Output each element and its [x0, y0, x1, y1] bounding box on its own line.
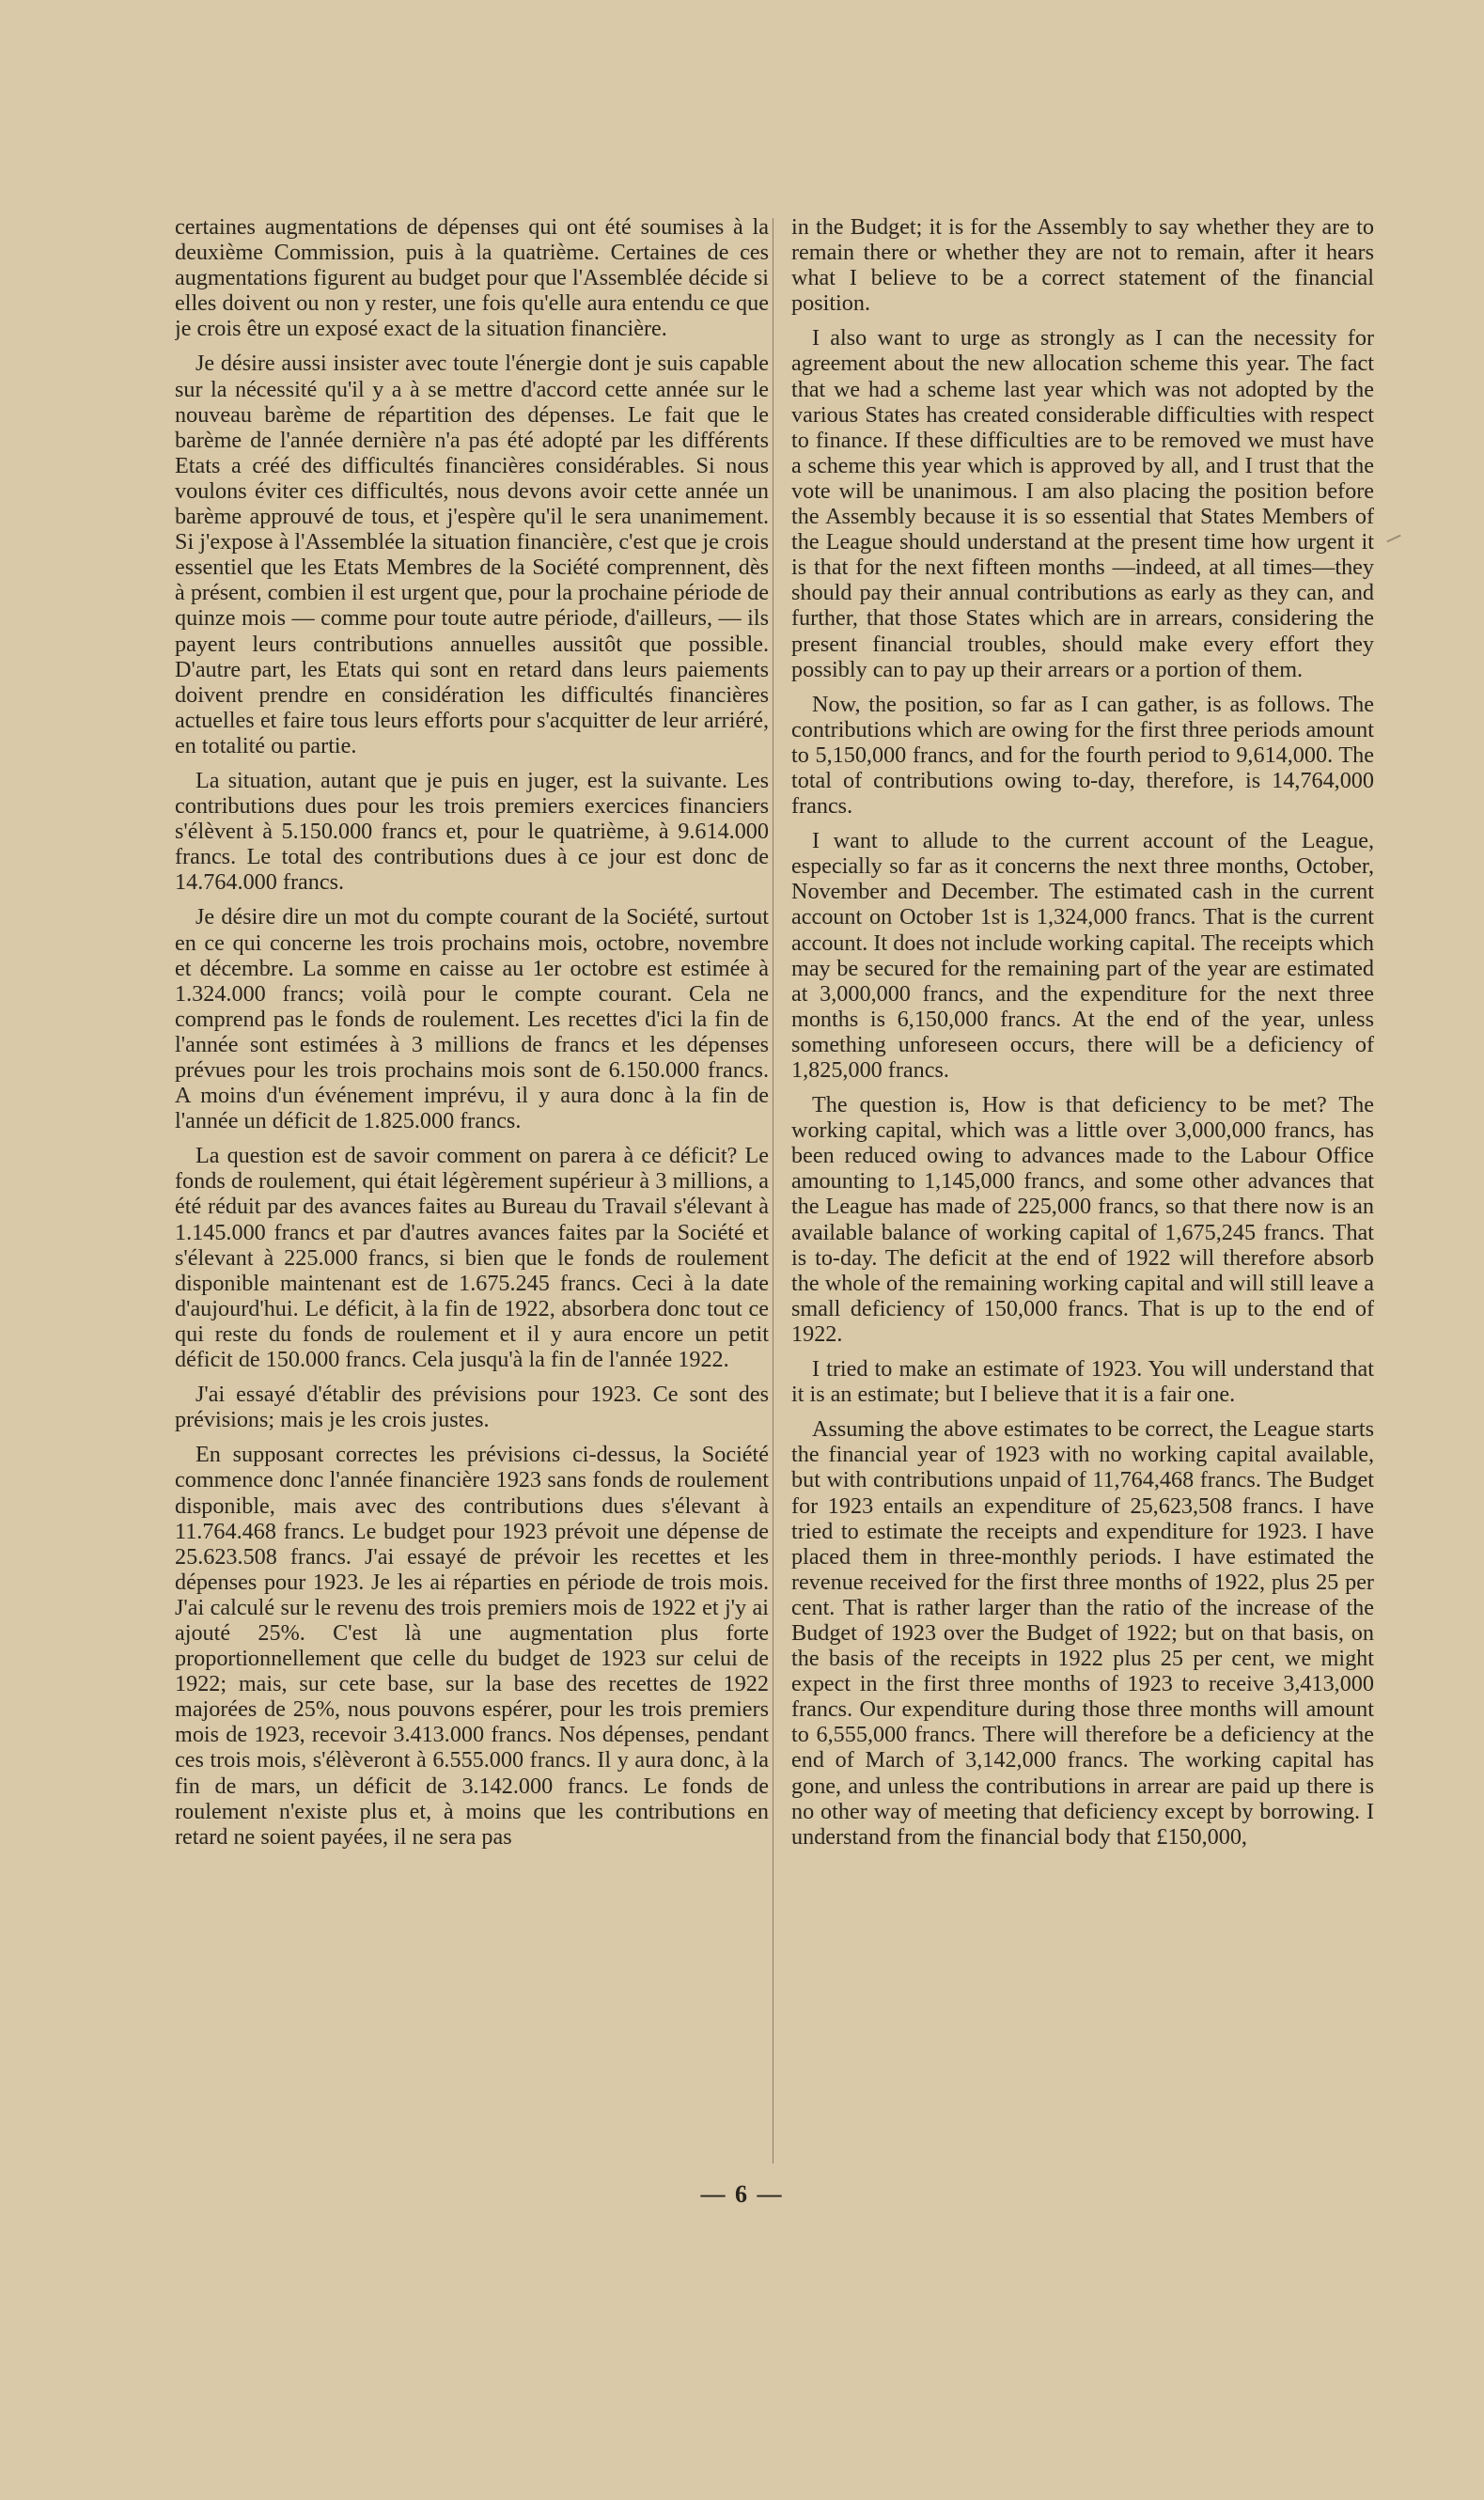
french-paragraph-7: En supposant correctes les prévisions ci-dessus, la Société commence donc l'année financière 1923 sans fonds de roulement disponible, mais avec des contributions dues s'élevant à 11.764.468 francs. Le budget pour 1923 prévoit une dépense de 25.623.508 francs. J'ai essayé de prévoir les recettes et les dépenses pour 1923. Je les ai réparties en période de trois mois. J'ai calculé sur le revenu des trois premiers mois de 1922 et j'y ai ajouté 25%. C'est là une augmentation plus forte proportionnellement que celle du budget de 1923 sur celui de 1922; mais, sur cete base, sur la base des recettes de 1922 majorées de 25%, nous pouvons espérer, pour les trois premiers mois de 1923, recevoir 3.413.000 francs. Nos dépenses, pendant ces trois mois, s'élèveront à 6.555.000 francs. Il y aura donc, à la fin de mars, un déficit de 3.142.000 francs. Le fonds de roulement n'existe plus et, à moins que les contributions en retard ne soient payées, il ne sera pas — [175, 1442, 769, 1850]
english-paragraph-3: Now, the position, so far as I can gather, is as follows. The contributions which are owing for the first three periods amount to 5,150,000 francs, and for the fourth period to 9,614,000. The total of contributions owing to-day, therefore, is 14,764,000 francs. — [791, 691, 1374, 820]
french-paragraph-1: certaines augmentations de dépenses qui ont été soumises à la deuxième Commission, puis à la quatrième. Certaines de ces augmentations figurent au budget pour que l'Assemblée décide si elles doivent ou non y rester, une fois qu'elle aura entendu ce que je crois être un exposé exact de la situation financière. — [175, 214, 769, 342]
english-paragraph-2: I also want to urge as strongly as I can the necessity for agreement about the new allocation scheme this year. The fact that we had a scheme last year which was not adopted by the various States has created considerable difficulties with respect to finance. If these difficulties are to be removed we must have a scheme this year which is approved by all, and I trust that the vote will be unanimous. I am also placing the position before the Assembly because it is so essential that States Members of the League should understand at the present time how urgent it is that for the next fifteen months —indeed, at all times—they should pay their annual contributions as early as they can, and further, that those States which are in arrears, considering the present financial troubles, should make every effort they possibly can to pay up their arrears or a portion of them. — [791, 325, 1374, 682]
french-paragraph-2: Je désire aussi insister avec toute l'énergie dont je suis capable sur la nécessité qu'il y a à se mettre d'accord cette année sur le nouveau barème de répartition des dépenses. Le fait que le barème de l'année dernière n'a pas été adopté par les différents Etats a créé des difficultés financières considérables. Si nous voulons éviter ces difficultés, nous devons avoir cette année un barème approuvé de tous, et j'espère qu'il le sera unanimement. Si j'expose à l'Assemblée la situation financière, c'est que je crois essentiel que les Etats Membres de la Société comprennent, dès à présent, combien il est urgent que, pour la prochaine période de quinze mois — comme pour toute autre période, d'ailleurs, — ils payent leurs contributions annuelles aussitôt que possible. D'autre part, les Etats qui sont en retard dans leurs paiements doivent prendre en considération les difficultés financières actuelles et faire tous leurs efforts pour s'acquitter de leur arriéré, en totalité ou partie. — [175, 351, 769, 758]
english-paragraph-6: I tried to make an estimate of 1923. You will understand that it is an estimate; but I believe that it is a fair one. — [791, 1356, 1374, 1408]
french-paragraph-5: La question est de savoir comment on parera à ce déficit? Le fonds de roulement, qui était légèrement supérieur à 3 millions, a été réduit par des avances faites au Bureau du Travail s'élevant à 1.145.000 francs et par d'autres avances faites par la Société et s'élevant à 225.000 francs, si bien que le fonds de roulement disponible maintenant est de 1.675.245 francs. Ceci à la date d'aujourd'hui. Le déficit, à la fin de 1922, absorbera donc tout ce qui reste du fonds de roulement et il y aura encore un petit déficit de 150.000 francs. Cela jusqu'à la fin de l'année 1922. — [175, 1143, 769, 1373]
french-paragraph-4: Je désire dire un mot du compte courant de la Société, surtout en ce qui concerne les trois prochains mois, octobre, novembre et décembre. La somme en caisse au 1er octobre est estimée à 1.324.000 francs; voilà pour le compte courant. Cela ne comprend pas le fonds de roulement. Les recettes d'ici la fin de l'année sont estimées à 3 millions de francs et les dépenses prévues pour les trois prochains mois sont de 6.150.000 francs. A moins d'un événement imprévu, il y aura donc à la fin de l'année un déficit de 1.825.000 francs. — [175, 904, 769, 1134]
margin-pencil-mark — [1386, 535, 1400, 543]
english-paragraph-5: The question is, How is that deficiency to be met? The working capital, which was a little over 3,000,000 francs, has been reduced owing to advances made to the Labour Office amounting to 1,145,000 francs, and some other advances that the League has made of 225,000 francs, so that there now is an available balance of working capital of 1,675,245 francs. That is to-day. The deficit at the end of 1922 will therefore absorb the whole of the remaining working capital and will still leave a small deficiency of 150,000 francs. That is up to the end of 1922. — [791, 1092, 1374, 1347]
english-paragraph-4: I want to allude to the current account of the League, especially so far as it concerns the next three months, October, November and December. The estimated cash in the current account on October 1st is 1,324,000 francs. That is the current account. It does not include working capital. The receipts which may be secured for the remaining part of the year are estimated at 3,000,000 francs, and the expenditure for the next three months is 6,150,000 francs. At the end of the year, unless something unforeseen occurs, there will be a deficiency of 1,825,000 francs. — [791, 828, 1374, 1083]
french-paragraph-6: J'ai essayé d'établir des prévisions pour 1923. Ce sont des prévisions; mais je les crois justes. — [175, 1382, 769, 1433]
english-paragraph-1: in the Budget; it is for the Assembly to say whether they are to remain there or whether they are not to remain, after it hears what I believe to be a correct statement of the financial position. — [791, 214, 1374, 317]
page-number: — 6 — — [700, 2180, 784, 2208]
english-paragraph-7: Assuming the above estimates to be correct, the League starts the financial year of 1923 with no working capital available, but with contributions unpaid of 11,764,468 francs. The Budget for 1923 entails an expenditure of 25,623,508 francs. I have tried to estimate the receipts and expenditure for 1923. I have placed them in three-monthly periods. I have estimated the revenue received for the first three months of 1922, plus 25 per cent. That is rather larger than the ratio of the increase of the Budget of 1923 over the Budget of 1922; but on that basis, on the basis of the receipts in 1922 plus 25 per cent, we might expect in the first three months of 1923 to receive 3,413,000 francs. Our expenditure during those three months will amount to 6,555,000 francs. There will therefore be a deficiency at the end of March of 3,142,000 francs. The working capital has gone, and unless the contributions in arrear are paid up there is no other way of meeting that deficiency except by borrowing. I understand from the financial body that £150,000, — [791, 1416, 1374, 1850]
french-paragraph-3: La situation, autant que je puis en juger, est la suivante. Les contributions dues pour les trois premiers exercices financiers s'élèvent à 5.150.000 francs et, pour le quatrième, à 9.614.000 francs. Le total des contributions dues à ce jour est donc de 14.764.000 francs. — [175, 767, 769, 896]
french-column — [175, 214, 769, 2160]
english-column — [791, 214, 1374, 2160]
